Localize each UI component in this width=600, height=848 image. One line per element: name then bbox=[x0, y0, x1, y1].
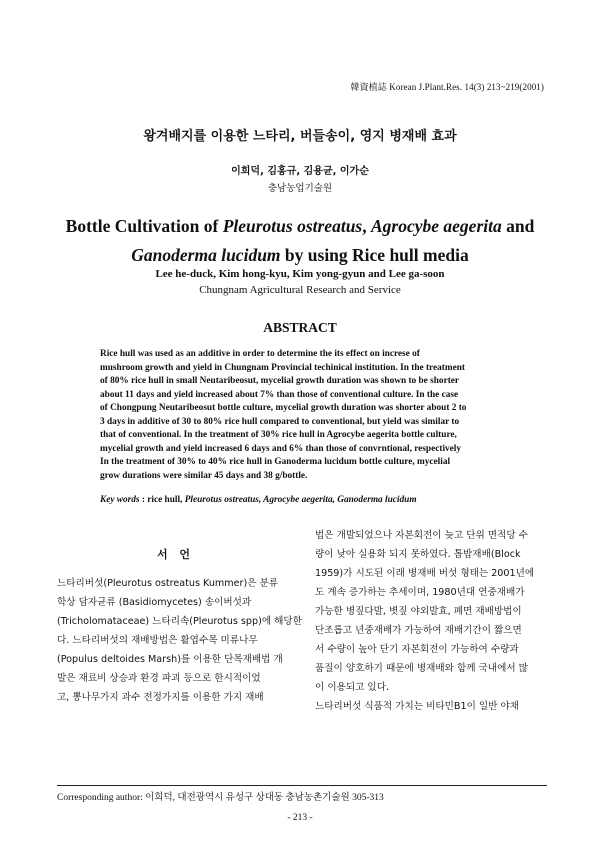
species-name: Agrocybe aegerita bbox=[371, 216, 502, 236]
journal-reference: 韓資植誌 Korean J.Plant.Res. 14(3) 213~219(2001) bbox=[350, 82, 544, 92]
body-text-line: 서 수량이 높아 단기 자본회전이 가능하여 수량과 bbox=[315, 644, 519, 655]
left-column bbox=[57, 574, 302, 707]
body-text-line: 법은 개발되었으나 자본회전이 늦고 단위 면적당 수 bbox=[315, 530, 528, 541]
body-text-line: 이 이용되고 있다. bbox=[315, 682, 390, 693]
section-heading: 서 언 bbox=[156, 548, 195, 561]
species-name: Ganoderma lucidum bbox=[131, 245, 281, 265]
body-text-line: 1959)가 시도된 이래 병재배 버섯 형태는 2001년에 bbox=[315, 568, 535, 579]
right-column bbox=[315, 526, 555, 716]
page-number: - 213 - bbox=[287, 813, 313, 823]
abstract-line: grow durations were similar 45 days and 38 g/bottle. bbox=[100, 470, 308, 481]
body-text-line: 가능한 병짚다발, 볏짚 야외발효, 폐면 재배방법이 bbox=[315, 606, 522, 617]
english-title bbox=[0, 212, 600, 270]
body-text-line: 품질이 양호하기 때문에 병재배와 함께 국내에서 많 bbox=[315, 663, 528, 674]
korean-title: 왕겨배지를 이용한 느타리, 버들송이, 영지 병재배 효과 bbox=[143, 129, 457, 144]
abstract-line: of Chongpung Neutaribeosut bottle culture, mycelial growth duration was shorter about 2 to bbox=[100, 403, 467, 413]
body-text-line: 단조롭고 년중재배가 가능하여 재배기간이 짧으면 bbox=[315, 625, 522, 636]
body-text-line: 학상 담자균류 (Basidiomycetes) 송이버섯과 bbox=[57, 597, 252, 608]
keywords bbox=[100, 495, 520, 505]
body-text-line: (Tricholomataceae) 느타리속(Pleurotus spp)에 해당한 bbox=[57, 616, 302, 627]
footnote: Corresponding author: 이희덕, 대전광역시 유성구 상대동 충남농촌기술원 305-313 bbox=[57, 793, 384, 803]
english-affiliation: Chungnam Agricultural Research and Service bbox=[199, 284, 401, 296]
abstract-heading: ABSTRACT bbox=[263, 320, 337, 335]
title-part: and bbox=[501, 216, 535, 236]
keywords-list: Pleurotus ostreatus, Agrocybe aegerita, Ganoderma lucidum bbox=[184, 495, 417, 505]
english-authors: Lee he-duck, Kim hong-kyu, Kim yong-gyun and Lee ga-soon bbox=[155, 268, 445, 280]
species-name: Pleurotus ostreatus bbox=[222, 216, 363, 236]
body-text-line: 느타리버섯(Pleurotus ostreatus Kummer)은 분류 bbox=[57, 578, 279, 589]
body-text-line: 다. 느타리버섯의 재배방법은 활엽수목 미류나무 bbox=[57, 635, 258, 646]
title-part: by using Rice hull media bbox=[280, 245, 469, 265]
keywords-label: Key words bbox=[100, 495, 140, 505]
title-part: Bottle Cultivation of bbox=[65, 216, 223, 236]
abstract-line: mycelial growth and yield increased 6 days and 6% than those of convrntional, respectively bbox=[100, 443, 462, 454]
title-part: , bbox=[362, 216, 371, 236]
body-text-line: 고, 뽕나무가지 과수 전정가지를 이용한 가지 재배 bbox=[57, 692, 264, 703]
body-text-line: (Populus deltoides Marsh)를 이용한 단목재배법 개 bbox=[57, 654, 283, 665]
abstract-line: In the treatment of 30% to 40% rice hull in Ganoderma lucidum bottle culture, mycelial bbox=[100, 457, 451, 467]
abstract-line: Rice hull was used as an additive in order to determine the its effect on increse of bbox=[100, 349, 420, 359]
korean-authors: 이희덕, 김홍규, 김용균, 이가순 bbox=[231, 166, 369, 177]
body-text-line: 도 계속 증가하는 추세이며, 1980년대 연중재배가 bbox=[315, 587, 525, 598]
abstract-line: that of conventional. In the treatment of 30% rice hull in Agrocybe aegerita bottle culture, bbox=[100, 430, 457, 440]
body-text-line: 량이 낮아 실용화 되지 못하였다. 톱밥재배(Block bbox=[315, 549, 521, 560]
abstract-line: of 80% rice hull in small Neutaribeosut, mycelial growth duration was shown to be shorter bbox=[100, 376, 460, 386]
footnote-divider bbox=[57, 785, 547, 786]
abstract-line: about 11 days and yield increased about 7% than those of conventional culture. In the case bbox=[100, 389, 459, 400]
abstract-line: mushroom growth and yield in Chungnam Provincial techinical institution. In the treatment bbox=[100, 362, 466, 373]
keywords-colon: : bbox=[139, 495, 148, 505]
body-text-line: 발은 재료비 상승과 환경 파괴 등으로 한시적이었 bbox=[57, 673, 261, 684]
korean-affiliation: 충남농업기술원 bbox=[267, 183, 333, 194]
keywords-plain: rice hull, bbox=[147, 495, 185, 505]
abstract-line: 3 days in additive of 30 to 80% rice hull compared to conventional, but yield was similar to bbox=[100, 416, 460, 427]
abstract-body bbox=[100, 348, 512, 483]
body-text-line: 느타리버섯 식품적 가치는 비타민B1이 일반 야채 bbox=[315, 701, 520, 712]
